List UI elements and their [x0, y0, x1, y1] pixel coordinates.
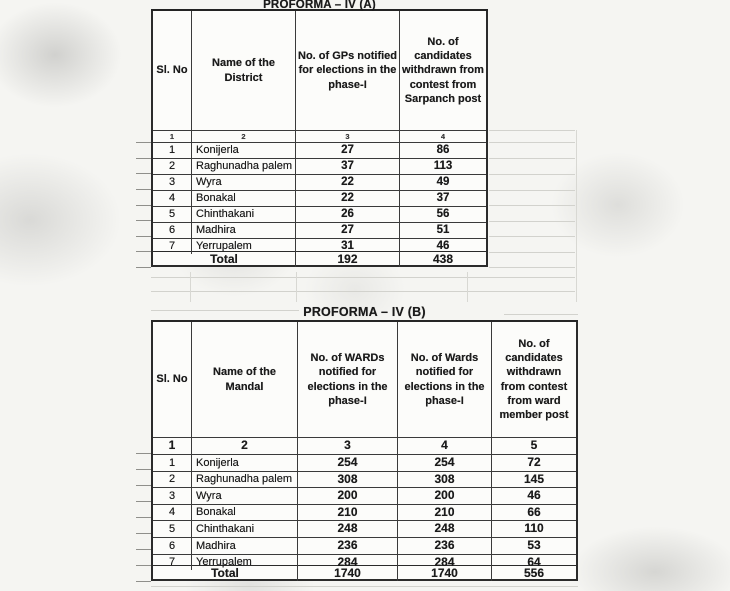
- scan-gridline: [190, 272, 191, 302]
- cell-district: Konijerla: [191, 143, 295, 158]
- cell-wards-2: 210: [397, 505, 491, 521]
- cell-wards-1: 236: [297, 538, 397, 554]
- scan-gridline: [136, 517, 151, 518]
- cell-district: Raghunadha palem: [191, 159, 295, 174]
- scan-gridline: [489, 190, 575, 191]
- table-row: [153, 520, 576, 537]
- cell-district: Yerrupalem: [191, 239, 295, 254]
- proforma-a-table: [151, 0, 488, 267]
- cell-mandal: Konijerla: [191, 455, 297, 471]
- cell-withdrawn: 113: [399, 159, 486, 174]
- cell-sl-no: 6: [168, 224, 176, 236]
- cell-wards-1: 284: [297, 555, 397, 571]
- cell-withdrawn: 86: [399, 143, 486, 158]
- cell-sl-no: 1: [168, 456, 176, 469]
- cell-withdrawn: 66: [491, 505, 576, 521]
- cell-withdrawn: 46: [399, 239, 486, 254]
- total-withdrawn: 556: [491, 566, 576, 581]
- scan-gridline: [489, 174, 575, 175]
- column-number: 2: [191, 131, 295, 142]
- scan-gridline: [489, 158, 575, 159]
- cell-wards-2: 284: [397, 555, 491, 571]
- scan-gridline: [489, 142, 575, 143]
- header-sl-no: Sl. No: [156, 373, 188, 386]
- cell-wards-1: 210: [297, 505, 397, 521]
- scan-gridline: [136, 501, 151, 502]
- cell-gps: 37: [295, 159, 399, 174]
- cell-withdrawn: 49: [399, 175, 486, 190]
- header-district: Name of the District: [191, 11, 295, 130]
- cell-mandal: Raghunadha palem: [191, 472, 297, 488]
- column-number: 3: [297, 438, 397, 454]
- cell-gps: 26: [295, 207, 399, 222]
- cell-sl-no: 7: [168, 239, 176, 252]
- scan-gridline: [296, 272, 297, 302]
- scan-gridline: [467, 272, 468, 302]
- column-number: 4: [399, 131, 486, 142]
- table-row: [153, 142, 486, 158]
- cell-sl-no: 7: [168, 556, 176, 569]
- scan-gridline: [136, 581, 151, 582]
- cell-sl-no: 3: [168, 489, 176, 502]
- total-withdrawn: 438: [399, 252, 486, 267]
- cell-withdrawn: 72: [491, 455, 576, 471]
- cell-district: Madhira: [191, 223, 295, 238]
- proforma-b-column-number-row: [153, 437, 576, 454]
- proforma-b-body: [151, 322, 578, 581]
- table-row: [153, 454, 576, 471]
- cell-gps: 31: [295, 239, 399, 254]
- proforma-b-title: PROFORMA – IV (B): [151, 302, 578, 322]
- table-row: [153, 222, 486, 238]
- cell-district: Chinthakani: [191, 207, 295, 222]
- cell-wards-2: 254: [397, 455, 491, 471]
- total-wards-2: 1740: [397, 566, 491, 581]
- scan-gridline: [136, 469, 151, 470]
- cell-sl-no: 6: [168, 539, 176, 552]
- scan-gridline: [136, 220, 151, 221]
- cell-mandal: Wyra: [191, 488, 297, 504]
- cell-wards-2: 308: [397, 472, 491, 488]
- header-mandal: Name of the Mandal: [191, 322, 297, 437]
- scan-gridline: [136, 549, 151, 550]
- cell-wards-1: 308: [297, 472, 397, 488]
- proforma-b-table: [151, 302, 578, 581]
- total-label: Total: [211, 566, 239, 580]
- scan-gridline: [136, 533, 151, 534]
- cell-withdrawn: 110: [491, 521, 576, 537]
- scan-gridline: [136, 205, 151, 206]
- header-candidates-withdrawn: No. of candidates withdrawn from contest from ward member post: [491, 322, 576, 437]
- cell-wards-1: 254: [297, 455, 397, 471]
- cell-withdrawn: 53: [491, 538, 576, 554]
- table-row: [153, 174, 486, 190]
- header-wards-notified-2: No. of Wards notified for elections in the phase-I: [397, 322, 491, 437]
- cell-wards-1: 248: [297, 521, 397, 537]
- cell-withdrawn: 145: [491, 472, 576, 488]
- scan-gridline: [489, 205, 575, 206]
- header-sl-no: Sl. No: [156, 64, 188, 77]
- scan-gridline: [489, 252, 575, 253]
- cell-sl-no: 1: [168, 144, 176, 157]
- scan-gridline: [489, 130, 575, 131]
- header-wards-notified-1: No. of WARDs notified for elections in the phase-I: [297, 322, 397, 437]
- proforma-a-body: [151, 11, 488, 267]
- scan-gridline: [136, 453, 151, 454]
- cell-sl-no: 4: [168, 506, 176, 519]
- cell-sl-no: 5: [168, 208, 176, 221]
- scan-gridline: [136, 173, 151, 174]
- cell-sl-no: 4: [168, 192, 176, 205]
- cell-withdrawn: 51: [399, 223, 486, 238]
- cell-district: Wyra: [191, 175, 295, 190]
- column-number: 1: [168, 438, 176, 453]
- header-candidates-withdrawn: No. of candidates withdrawn from contest from Sarpanch post: [399, 11, 486, 130]
- table-row: [153, 504, 576, 521]
- scan-gridline: [151, 277, 575, 278]
- cell-mandal: Yerrupalem: [191, 555, 297, 571]
- proforma-b-header-row: [153, 322, 576, 437]
- column-number: 2: [191, 438, 297, 454]
- proforma-b-data-rows: [153, 454, 576, 569]
- proforma-b-total-row: [153, 565, 576, 581]
- cell-wards-2: 236: [397, 538, 491, 554]
- proforma-a-title: PROFORMA – IV (A): [151, 0, 488, 11]
- total-wards-1: 1740: [297, 566, 397, 581]
- column-number: 4: [397, 438, 491, 454]
- table-row: [153, 471, 576, 488]
- proforma-a-header-row: [153, 11, 486, 130]
- cell-mandal: Bonakal: [191, 505, 297, 521]
- column-number: 1: [169, 131, 175, 141]
- scan-gridline: [489, 221, 575, 222]
- proforma-a-column-number-row: [153, 130, 486, 142]
- cell-withdrawn: 37: [399, 191, 486, 206]
- proforma-a-total-row: [153, 251, 486, 267]
- column-number: 3: [295, 131, 399, 142]
- scan-gridline: [489, 236, 575, 237]
- scan-gridline: [136, 267, 151, 268]
- cell-withdrawn: 56: [399, 207, 486, 222]
- table-row: [153, 206, 486, 222]
- scan-gridline: [136, 236, 151, 237]
- scan-gridline: [136, 142, 151, 143]
- cell-withdrawn: 64: [491, 555, 576, 571]
- scan-gridline: [489, 267, 575, 268]
- cell-wards-2: 248: [397, 521, 491, 537]
- scan-gridline: [576, 130, 577, 302]
- cell-sl-no: 5: [168, 523, 176, 536]
- cell-wards-2: 200: [397, 488, 491, 504]
- cell-wards-1: 200: [297, 488, 397, 504]
- cell-withdrawn: 46: [491, 488, 576, 504]
- cell-gps: 27: [295, 143, 399, 158]
- scan-gridline: [136, 189, 151, 190]
- column-number: 5: [491, 438, 576, 454]
- scan-gridline: [136, 251, 151, 252]
- cell-district: Bonakal: [191, 191, 295, 206]
- cell-gps: 22: [295, 175, 399, 190]
- cell-mandal: Chinthakani: [191, 521, 297, 537]
- cell-sl-no: 3: [168, 176, 176, 189]
- scan-gridline: [151, 291, 575, 292]
- scan-gridline: [136, 485, 151, 486]
- scan-gridline: [136, 565, 151, 566]
- header-gps-notified: No. of GPs notified for elections in the phase-I: [295, 11, 399, 130]
- cell-sl-no: 2: [168, 473, 176, 486]
- cell-mandal: Madhira: [191, 538, 297, 554]
- table-row: [153, 537, 576, 554]
- table-row: [153, 487, 576, 504]
- scan-gridline: [151, 586, 578, 587]
- cell-sl-no: 2: [168, 160, 176, 173]
- scan-gridline: [136, 158, 151, 159]
- proforma-a-data-rows: [153, 142, 486, 251]
- table-row: [153, 158, 486, 174]
- cell-gps: 22: [295, 191, 399, 206]
- cell-gps: 27: [295, 223, 399, 238]
- total-label: Total: [210, 252, 238, 266]
- total-gps: 192: [295, 252, 399, 267]
- table-row: [153, 190, 486, 206]
